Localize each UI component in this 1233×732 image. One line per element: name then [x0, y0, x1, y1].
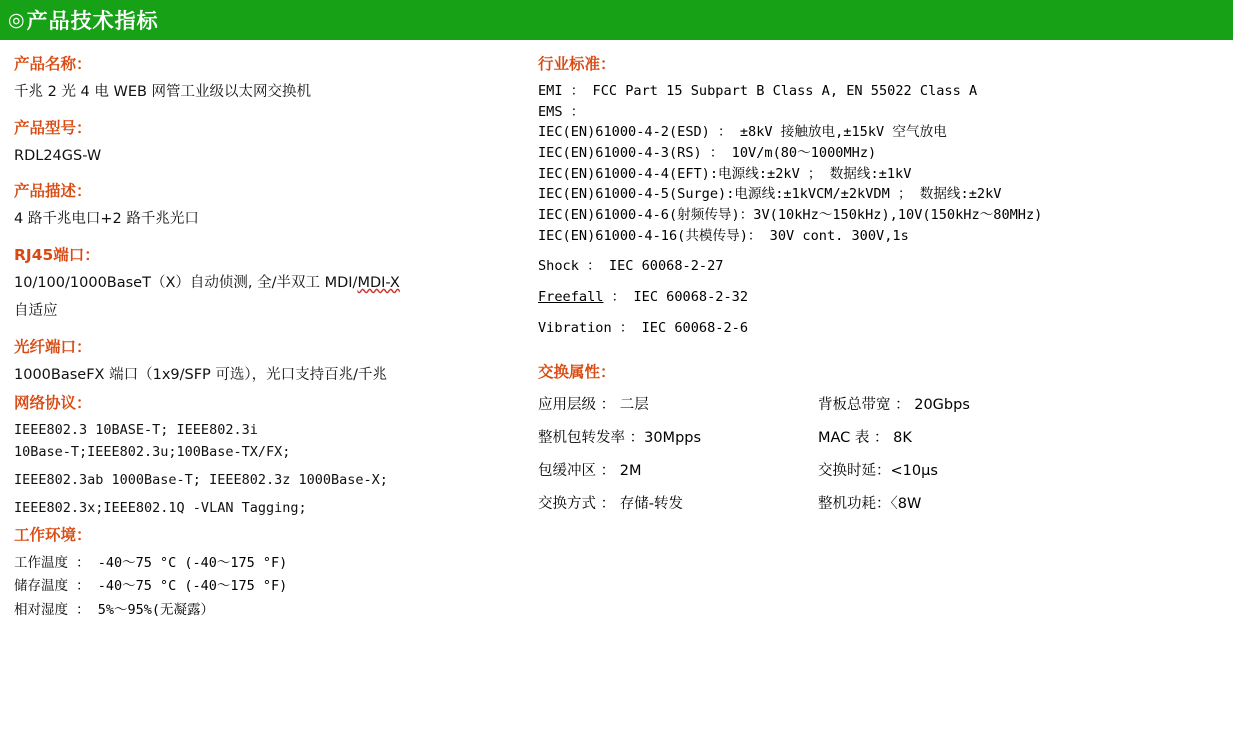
attr-cell: 背板总带宽 ： 20Gbps: [818, 396, 970, 413]
standards-line: IEC(EN)61000-4-2(ESD) ： ±8kV 接触放电,±15kV 空气放电: [538, 124, 947, 141]
freefall-value: ： IEC 60068-2-32: [603, 289, 749, 306]
product-name-value: 千兆 2 光 4 电 WEB 网管工业级以太网交换机: [14, 84, 312, 101]
environment-line: 储存温度 ： -40～75 °C (-40～175 °F): [14, 578, 288, 595]
standards-line: IEC(EN)61000-4-4(EFT):电源线:±2kV ； 数据线:±1kV: [538, 165, 912, 182]
section-title-standards: 行业标准：: [538, 55, 616, 73]
protocol-line: 10Base-T;IEEE802.3u;100Base-TX/FX;: [14, 443, 291, 460]
attr-cell: MAC 表 ： 8K: [818, 429, 912, 446]
protocol-line: IEEE802.3 10BASE-T; IEEE802.3i: [14, 421, 258, 438]
standards-line: EMS ：: [538, 103, 585, 120]
rj45-line-1: [14, 272, 520, 294]
section-title-product-name: 产品名称：: [14, 55, 92, 73]
spec-columns: [0, 40, 1233, 623]
section-title-fiber: 光纤端口：: [14, 337, 92, 356]
standards-freefall-line: [538, 287, 1233, 308]
section-title-rj45: RJ45端口：: [14, 245, 100, 264]
attr-cell: 交换方式 ： 存储-转发: [538, 495, 683, 512]
standards-line: IEC(EN)61000-4-16(共模传导)： 30V cont. 300V,1s: [538, 227, 909, 244]
standards-line: IEC(EN)61000-4-5(Surge):电源线:±1kVCM/±2kVDM ； 数据线:±2kV: [538, 186, 1002, 203]
page-header: [0, 0, 1233, 40]
standards-shock-line: Shock ： IEC 60068-2-27: [538, 258, 724, 275]
section-title-product-model: 产品型号：: [14, 118, 92, 137]
product-model-value: RDL24GS-W: [14, 147, 102, 164]
product-desc-value: 4 路千兆电口+2 路千兆光口: [14, 211, 199, 228]
attr-cell: 整机功耗：〈8W: [818, 495, 922, 512]
section-title-protocol: 网络协议：: [14, 393, 92, 412]
protocol-line: IEEE802.3ab 1000Base-T; IEEE802.3z 1000Base-X;: [14, 472, 388, 489]
rj45-mdix-text: MDI-X: [357, 274, 400, 291]
page-title: 产品技术指标: [26, 9, 159, 33]
right-column: [520, 40, 1233, 623]
circle-bullet-icon: ◎: [8, 9, 25, 31]
section-title-switch-attributes: 交换属性：: [538, 363, 616, 382]
rj45-line-2: 自适应: [14, 303, 58, 320]
section-title-product-desc: 产品描述：: [14, 182, 92, 201]
protocol-line: IEEE802.3x;IEEE802.1Q -VLAN Tagging;: [14, 500, 307, 517]
environment-line: 工作温度 ： -40～75 °C (-40～175 °F): [14, 554, 288, 571]
attr-cell: 包缓冲区 ： 2M: [538, 462, 642, 479]
environment-line: 相对湿度 ： 5%～95%(无凝露）: [14, 602, 215, 619]
attr-cell: 交换时延：<10μs: [818, 462, 938, 479]
left-column: [0, 40, 520, 623]
attr-cell: 整机包转发率 ：30Mpps: [538, 429, 702, 446]
rj45-line-1-text: 10/100/1000BaseT（X）自动侦测, 全/半双工 MDI/: [14, 274, 358, 291]
freefall-label: Freefall: [538, 289, 604, 306]
attr-cell: 应用层级 ： 二层: [538, 396, 649, 413]
standards-line: IEC(EN)61000-4-6(射频传导)：3V(10kHz～150kHz),10V(150kHz～80MHz): [538, 207, 1043, 224]
section-title-environment: 工作环境：: [14, 525, 92, 544]
fiber-value: 1000BaseFX 端口（1x9/SFP 可选），光口支持百兆/千兆: [14, 367, 388, 384]
standards-line: EMI ： FCC Part 15 Subpart B Class A, EN 55022 Class A: [538, 83, 978, 100]
switch-attributes-grid: [538, 393, 1233, 513]
standards-line: IEC(EN)61000-4-3(RS) ： 10V/m(80～1000MHz): [538, 145, 877, 162]
standards-vibration-line: Vibration ： IEC 60068-2-6: [538, 319, 749, 336]
